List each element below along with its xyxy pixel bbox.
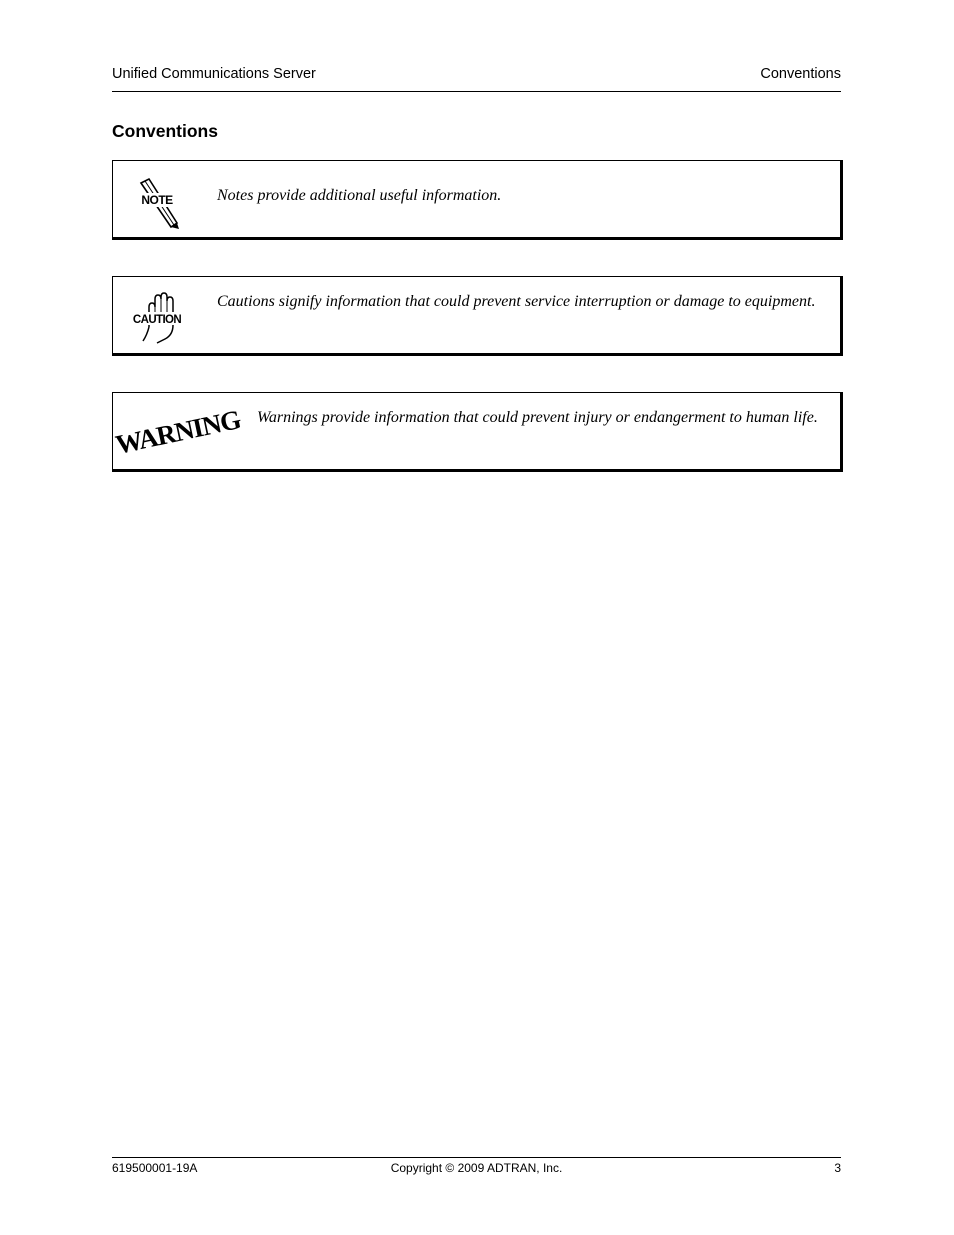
header-section-title: Conventions [760,66,841,82]
note-text: Notes provide additional useful information. [217,187,502,204]
warning-box [112,392,843,472]
svg-text:NOTE: NOTE [141,193,173,207]
note-icon [127,171,187,229]
caution-box [112,276,843,356]
footer-copyright: Copyright © 2009 ADTRAN, Inc. [390,1161,563,1175]
page-header [112,64,841,92]
warning-text: Warnings provide information that could prevent injury or endangerment to human life. [257,409,818,426]
warning-icon [113,404,243,460]
caution-hand-icon [127,287,187,345]
section-heading: Conventions [112,121,218,141]
header-document-title: Unified Communications Server [112,66,316,82]
svg-text:WARNING: WARNING [113,404,243,460]
page-footer [112,1157,841,1182]
footer-doc-number: 619500001-19A [112,1161,198,1175]
caution-text: Cautions signify information that could prevent service interruption or damage to equipment. [217,293,816,310]
svg-text:CAUTION: CAUTION [132,314,182,326]
note-box [112,160,843,240]
footer-page-number: 3 [834,1161,841,1175]
